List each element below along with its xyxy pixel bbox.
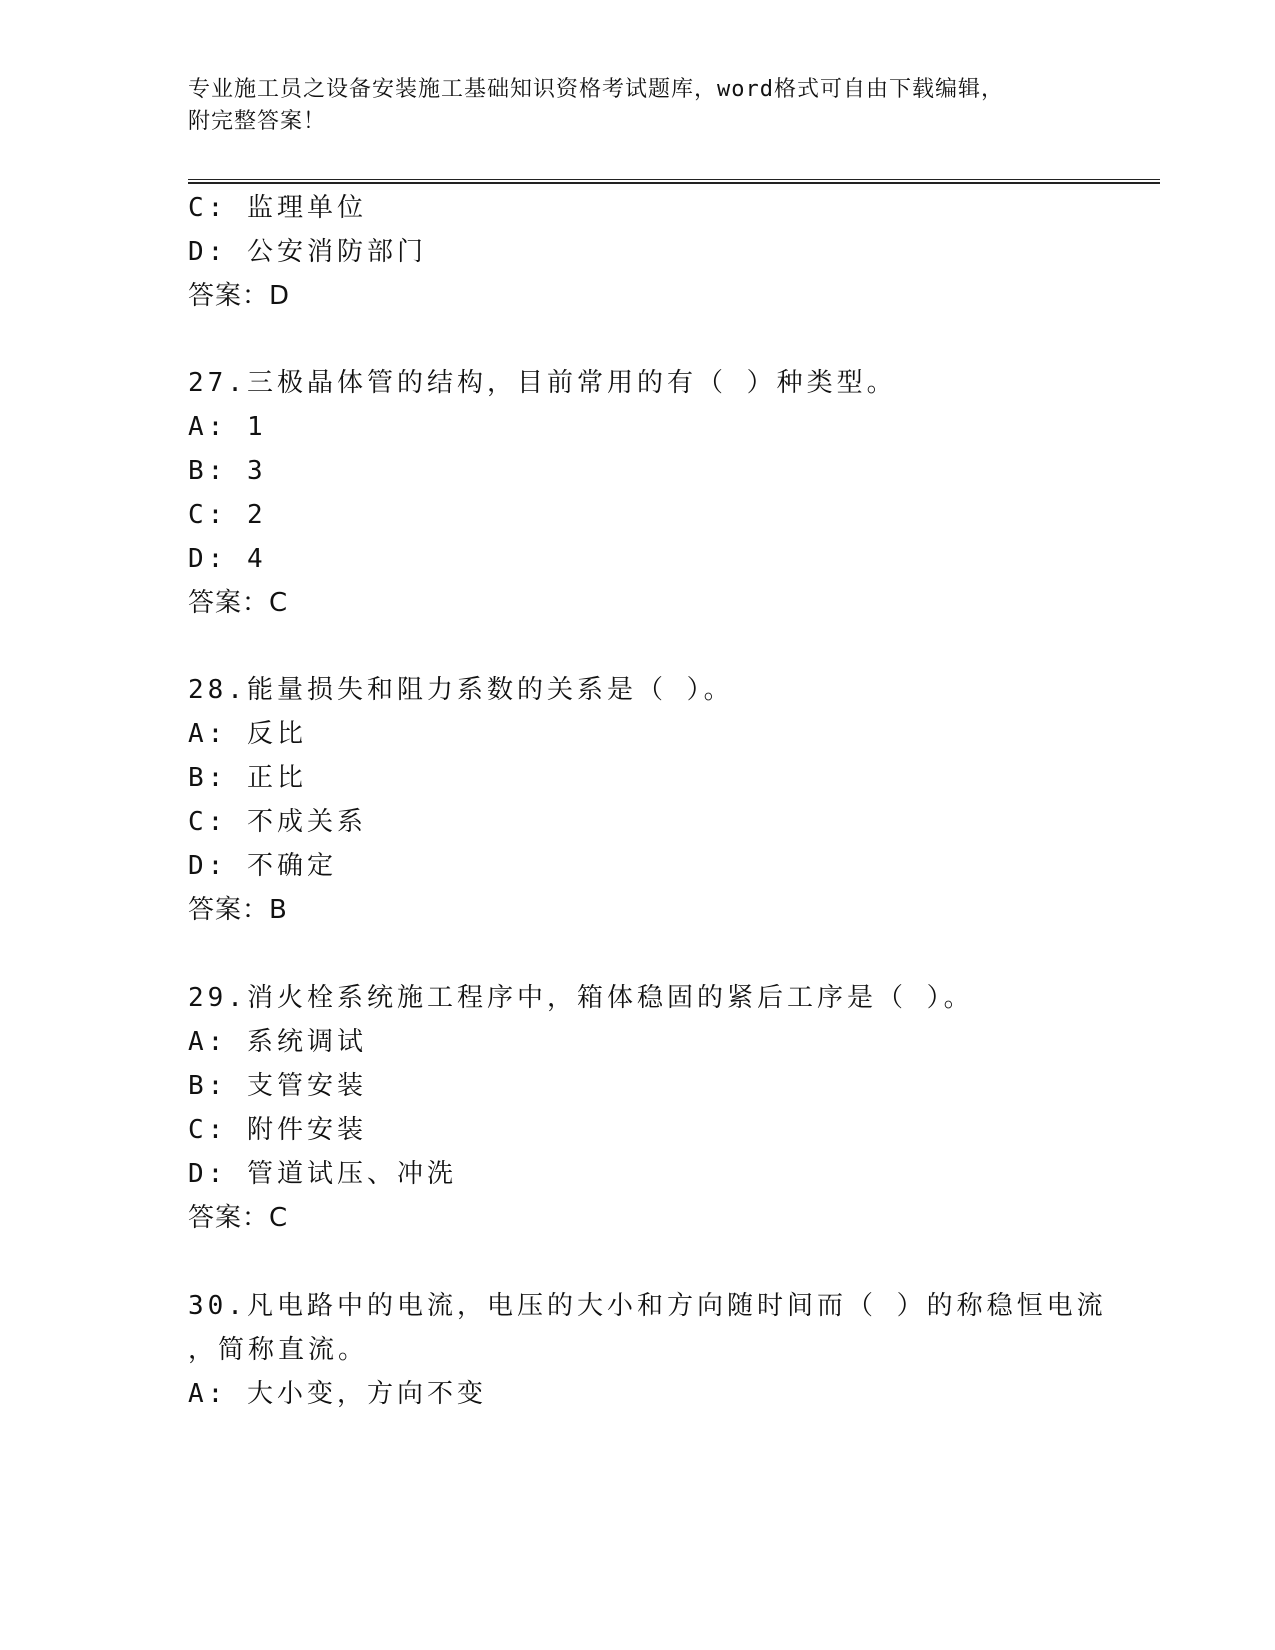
q29-option-a: A: 系统调试 [188,1027,367,1057]
prev-option-d: D: 公安消防部门 [188,237,427,267]
q28-answer: 答案：B [188,895,288,925]
prev-option-c: C: 监理单位 [188,193,367,223]
q29-question: 29.消火栓系统施工程序中，箱体稳固的紧后工序是（ ）。 [188,983,974,1013]
q27-answer: 答案：C [188,588,289,618]
q27-option-b: B: 3 [188,456,267,486]
prev-answer: 答案：D [188,281,291,311]
q29-option-b: B: 支管安装 [188,1071,367,1101]
q28-option-b: B: 正比 [188,763,307,793]
q27-option-c: C: 2 [188,500,267,530]
q28-question: 28.能量损失和阻力系数的关系是（ ）。 [188,675,734,705]
header-line-1: 专业施工员之设备安装施工基础知识资格考试题库，word格式可自由下载编辑， [188,77,1004,102]
q29-option-d: D: 管道试压、冲洗 [188,1159,457,1189]
q30-question-line-1: 30.凡电路中的电流，电压的大小和方向随时间而（ ）的称稳恒电流 [188,1291,1107,1321]
q27-option-a: A: 1 [188,412,267,442]
q27-question: 27.三极晶体管的结构，目前常用的有（ ）种类型。 [188,368,897,398]
q28-option-a: A: 反比 [188,719,307,749]
header-line-2: 附完整答案！ [188,109,327,134]
q28-option-c: C: 不成关系 [188,807,367,837]
document-header [188,74,1088,138]
q29-answer: 答案：C [188,1203,289,1233]
q30-option-a: A: 大小变，方向不变 [188,1379,487,1409]
q29-option-c: C: 附件安装 [188,1115,367,1145]
header-divider-thin [188,179,1160,180]
q28-option-d: D: 不确定 [188,851,337,881]
header-divider-thick [188,182,1160,184]
q30-question-line-2: ，简称直流。 [188,1335,369,1365]
q27-option-d: D: 4 [188,544,267,574]
